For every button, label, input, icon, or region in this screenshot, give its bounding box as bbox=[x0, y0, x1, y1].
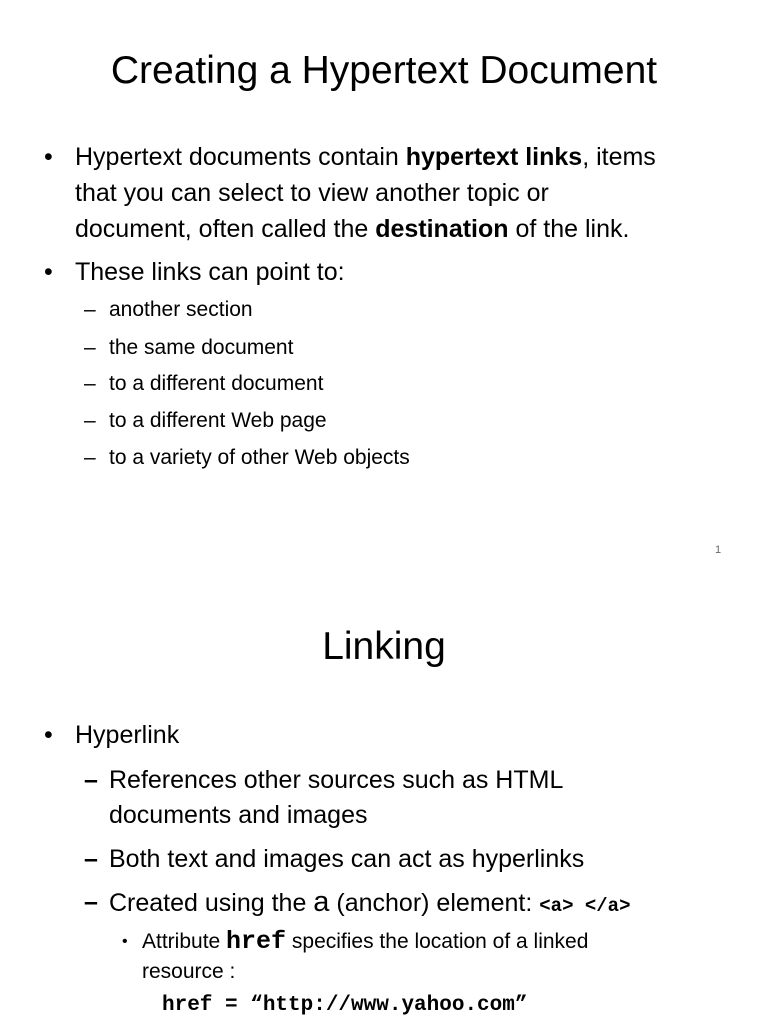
code-example: href = “http://www.yahoo.com” bbox=[162, 994, 528, 1017]
sub-item-line: documents and images bbox=[109, 801, 368, 829]
sub-item-text: to a different Web page bbox=[109, 409, 327, 432]
sub-item-text: the same document bbox=[109, 336, 294, 359]
sub-item-text: Both text and images can act as hyperlinks bbox=[109, 845, 585, 873]
bullet-dot: • bbox=[44, 258, 53, 286]
bullet-dot: • bbox=[44, 143, 53, 171]
dash-marker: – bbox=[84, 888, 98, 916]
bullet-text-line: that you can select to view another topic or bbox=[75, 179, 549, 207]
bullet-text: Hyperlink bbox=[75, 721, 180, 749]
slide-1-title: Creating a Hypertext Document bbox=[110, 49, 658, 92]
dash-marker: – bbox=[84, 409, 96, 432]
sub-item-text bbox=[109, 885, 709, 924]
bullet-text-part: , items bbox=[582, 143, 656, 171]
anchor-letter: a bbox=[313, 886, 330, 918]
bullet-dot: • bbox=[122, 933, 128, 950]
page-number: 1 bbox=[715, 544, 722, 556]
bullet-text-part: document, often called the bbox=[75, 215, 376, 243]
sub-sub-item-text bbox=[142, 927, 702, 987]
sub-item-text: to a variety of other Web objects bbox=[109, 446, 410, 469]
text-part: specifies the location of a linked bbox=[286, 930, 589, 953]
term-destination: destination bbox=[375, 215, 509, 243]
bullet-text-part: Hypertext documents contain bbox=[75, 143, 406, 171]
sub-item-text bbox=[109, 763, 709, 833]
dash-marker: – bbox=[84, 298, 96, 321]
dash-marker: – bbox=[84, 446, 96, 469]
slide-2 bbox=[0, 570, 768, 1024]
anchor-tag-code: <a> </a> bbox=[539, 895, 631, 917]
sub-item-text-part: Created using the bbox=[109, 889, 314, 917]
dash-marker: – bbox=[84, 336, 96, 359]
sub-item-text: another section bbox=[109, 298, 253, 321]
bullet-text-part: of the link. bbox=[508, 215, 630, 243]
sub-item-text-part: (anchor) element: bbox=[329, 889, 540, 917]
bullet-text: These links can point to: bbox=[75, 258, 345, 286]
bullet-dot: • bbox=[44, 721, 53, 749]
dash-marker: – bbox=[84, 845, 98, 873]
sub-item-text: to a different document bbox=[109, 372, 324, 395]
text-part: Attribute bbox=[142, 930, 227, 953]
term-hypertext-links: hypertext links bbox=[405, 143, 583, 171]
bullet-text bbox=[75, 139, 725, 247]
sub-item-line: References other sources such as HTML bbox=[109, 766, 564, 794]
dash-marker: – bbox=[84, 766, 98, 794]
text-line: resource : bbox=[142, 960, 236, 983]
slide-2-title: Linking bbox=[322, 625, 446, 668]
dash-marker: – bbox=[84, 372, 96, 395]
href-code: href bbox=[226, 927, 287, 956]
